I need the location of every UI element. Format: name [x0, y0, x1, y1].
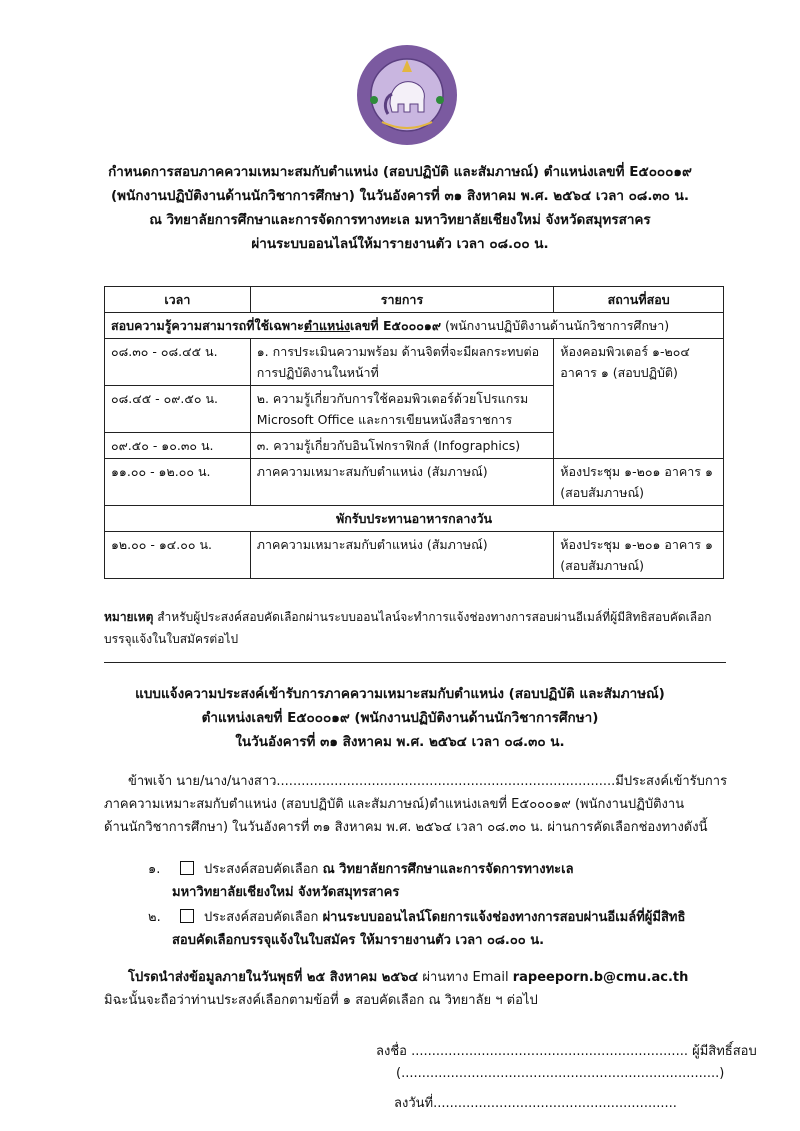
choice-bold: ผ่านระบบออนไลน์โดยการแจ้งช่องทางการสอบผ่านอีเมล์ที่ผู้มีสิทธิ: [322, 910, 686, 925]
form-title: [60, 682, 740, 754]
choice-bold: ณ วิทยาลัยการศึกษาและการจัดการทางทะเล: [322, 862, 574, 877]
choice-bold-line2: มหาวิทยาลัยเชียงใหม่ จังหวัดสมุทรสาคร: [172, 885, 400, 900]
sign-label: ลงชื่อ: [376, 1044, 407, 1059]
lunch-row: [105, 506, 724, 532]
row-place: ห้องประชุม ๑-๒๐๑ อาคาร ๑ (สอบสัมภาษณ์): [554, 459, 724, 506]
table-row: [105, 459, 724, 506]
schedule-table: [104, 286, 724, 579]
row-item: ภาคความเหมาะสมกับตำแหน่ง (สัมภาษณ์): [250, 459, 553, 506]
row-item: ๒. ความรู้เกี่ยวกับการใช้คอมพิวเตอร์ด้วยโปรแกรม Microsoft Office และการเขียนหนังสือราชการ: [250, 386, 553, 433]
form-title-line: แบบแจ้งความประสงค์เข้ารับการภาคความเหมาะสมกับตำแหน่ง (สอบปฏิบัติ และสัมภาษณ์): [135, 686, 665, 702]
section-title: [105, 313, 724, 339]
form-intro: [104, 770, 728, 839]
choice-2: [148, 906, 728, 952]
row-item: ๑. การประเมินความพร้อม ด้านจิตที่จะมีผลกระทบต่อการปฏิบัติงานในหน้าที่: [250, 339, 553, 386]
university-seal: [354, 42, 460, 148]
sign-role: ผู้มีสิทธิ์สอบ: [692, 1044, 757, 1059]
lunch-label: พักรับประทานอาหารกลางวัน: [105, 506, 724, 532]
date-field[interactable]: ลงวันที่...........................................................: [394, 1096, 677, 1111]
section-underlined: ตำแหน่ง: [303, 318, 350, 333]
table-row: [105, 339, 724, 386]
choice-bold-line2: สอบคัดเลือกบรรจุแจ้งในใบสมัคร ให้มารายงานตัว เวลา ๐๘.๐๐ น.: [172, 933, 545, 948]
sign-field[interactable]: ...................................................................: [411, 1044, 688, 1059]
row-place: ห้องคอมพิวเตอร์ ๑-๒๐๔ อาคาร ๑ (สอบปฏิบัติ): [554, 339, 724, 459]
row-time: ๑๒.๐๐ - ๑๔.๐๐ น.: [105, 532, 251, 579]
col-header-time: เวลา: [105, 287, 251, 313]
intro-line: ด้านนักวิชาการศึกษา) ในวันอังคารที่ ๓๑ สิงหาคม พ.ศ. ๒๕๖๔ เวลา ๐๘.๓๐ น. ผ่านการคัดเลือกช่องทางดังนี้: [104, 820, 708, 835]
email-link[interactable]: rapeeporn.b@cmu.ac.th: [512, 970, 689, 985]
signature-line: [376, 1040, 757, 1061]
section-divider: [104, 662, 726, 663]
heading-line: ผ่านระบบออนไลน์ให้มารายงานตัว เวลา ๐๘.๐๐ น.: [251, 236, 549, 252]
deadline: [104, 966, 728, 1012]
table-header-row: [105, 287, 724, 313]
choice-text: ประสงค์สอบคัดเลือก: [204, 862, 323, 877]
heading-line: ณ วิทยาลัยการศึกษาและการจัดการทางทะเล มหาวิทยาลัยเชียงใหม่ จังหวัดสมุทรสาคร: [149, 212, 651, 228]
form-title-line: ในวันอังคารที่ ๓๑ สิงหาคม พ.ศ. ๒๕๖๔ เวลา ๐๘.๓๐ น.: [235, 734, 565, 750]
note-text: สำหรับผู้ประสงค์สอบคัดเลือกผ่านระบบออนไลน์จะทำการแจ้งช่องทางการสอบผ่านอีเมล์ที่ผู้มีสิทธิสอบคัดเลือกบรรจุแจ้งในใบสมัครต่อไป: [104, 610, 712, 646]
name-field[interactable]: (.............................................................................): [396, 1066, 725, 1081]
section-desc: (พนักงานปฏิบัติงานด้านนักวิชาการศึกษา): [440, 318, 670, 333]
row-time: ๐๘.๔๕ - ๐๙.๕๐ น.: [105, 386, 251, 433]
col-header-item: รายการ: [250, 287, 553, 313]
deadline-text: โปรดนำส่งข้อมูลภายในวันพุธที่ ๒๕ สิงหาคม ๒๕๖๔: [128, 970, 419, 985]
row-time: ๑๑.๐๐ - ๑๒.๐๐ น.: [105, 459, 251, 506]
row-time: ๐๙.๕๐ - ๑๐.๓๐ น.: [105, 433, 251, 459]
intro-line: ภาคความเหมาะสมกับตำแหน่ง (สอบปฏิบัติ และสัมภาษณ์)ตำแหน่งเลขที่ E๕๐๐๐๑๙ (พนักงานปฏิบัติงาน: [104, 797, 685, 812]
row-item: ๓. ความรู้เกี่ยวกับอินโฟกราฟิกส์ (Infographics): [250, 433, 553, 459]
section-prefix: สอบความรู้ความสามารถที่ใช้เฉพาะ: [111, 318, 304, 333]
heading-line: (พนักงานปฏิบัติงานด้านนักวิชาการศึกษา) ในวันอังคารที่ ๓๑ สิงหาคม พ.ศ. ๒๕๖๔ เวลา ๐๘.๓๐ น.: [111, 188, 689, 204]
choice-number: ๑.: [148, 862, 161, 877]
intro-line: ข้าพเจ้า นาย/นาง/นางสาว..................................................................................มีประสงค์เข้ารับการ: [128, 774, 728, 789]
note-label: หมายเหตุ: [104, 610, 154, 624]
deadline-line2: มิฉะนั้นจะถือว่าท่านประสงค์เลือกตามข้อที่ ๑ สอบคัดเลือก ณ วิทยาลัย ฯ ต่อไป: [104, 993, 538, 1008]
table-row: [105, 532, 724, 579]
section-code: เลขที่ E๕๐๐๐๑๙: [349, 318, 441, 333]
schedule-heading: [60, 160, 740, 256]
section-row: [105, 313, 724, 339]
choice-1: [148, 858, 728, 904]
row-time: ๐๘.๓๐ - ๐๘.๔๕ น.: [105, 339, 251, 386]
note: [104, 606, 728, 650]
choice-2-checkbox[interactable]: [180, 909, 194, 923]
university-seal-elephant-icon: [354, 42, 460, 148]
row-item: ภาคความเหมาะสมกับตำแหน่ง (สัมภาษณ์): [250, 532, 553, 579]
col-header-place: สถานที่สอบ: [554, 287, 724, 313]
heading-line: กำหนดการสอบภาคความเหมาะสมกับตำแหน่ง (สอบปฏิบัติ และสัมภาษณ์) ตำแหน่งเลขที่ E๕๐๐๐๑๙: [108, 164, 692, 180]
choice-number: ๒.: [148, 910, 161, 925]
choice-text: ประสงค์สอบคัดเลือก: [204, 910, 323, 925]
row-place: ห้องประชุม ๑-๒๐๑ อาคาร ๑ (สอบสัมภาษณ์): [554, 532, 724, 579]
choice-1-checkbox[interactable]: [180, 861, 194, 875]
form-title-line: ตำแหน่งเลขที่ E๕๐๐๐๑๙ (พนักงานปฏิบัติงานด้านนักวิชาการศึกษา): [201, 710, 599, 726]
deadline-via: ผ่านทาง Email: [418, 970, 513, 985]
